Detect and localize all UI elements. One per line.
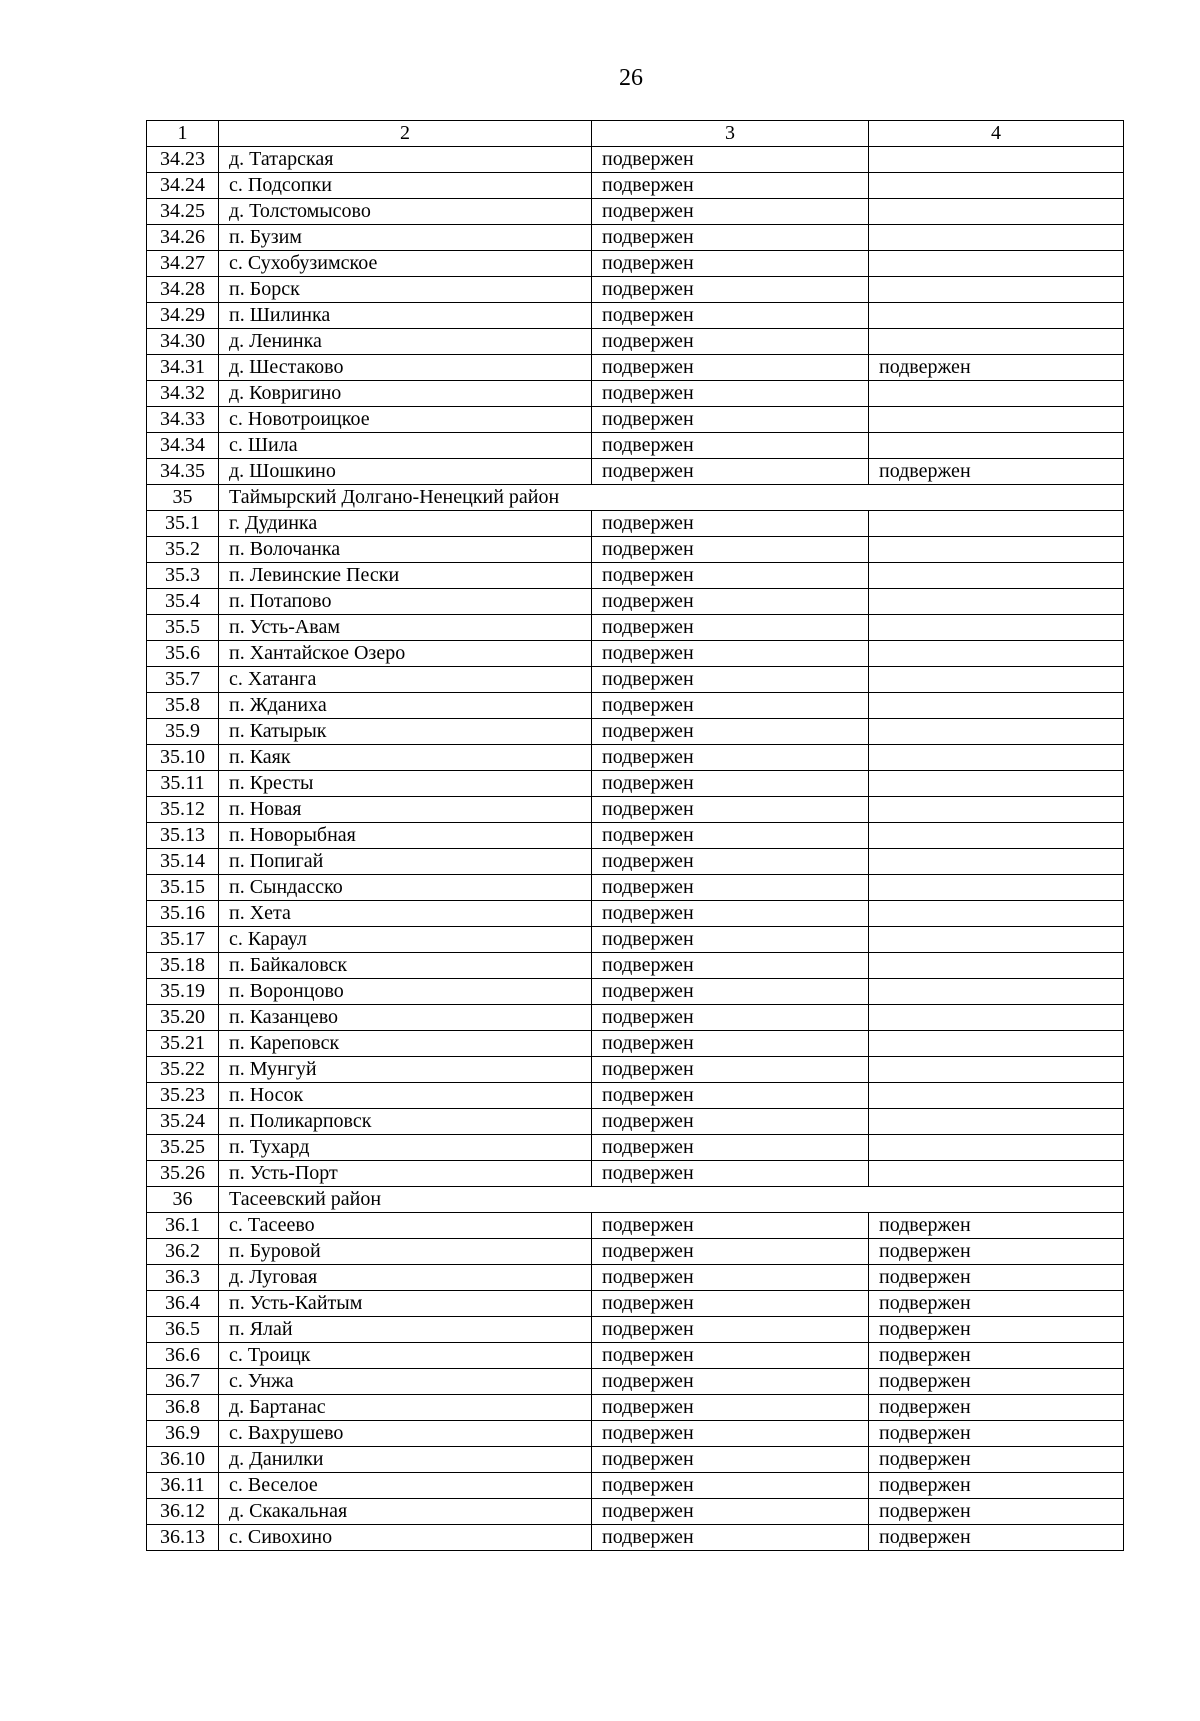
col4-status [869,927,1124,953]
col4-status [869,563,1124,589]
table-row [147,927,1124,953]
table-row [147,1291,1124,1317]
col4-status [869,875,1124,901]
table-row [147,277,1124,303]
col4-status: подвержен [869,1317,1124,1343]
settlement-name: с. Вахрушево [219,1421,592,1447]
col3-status: подвержен [592,459,869,485]
table-row [147,355,1124,381]
settlement-name: п. Кареповск [219,1031,592,1057]
row-number: 34.29 [147,303,219,329]
table-row [147,745,1124,771]
header-cell-4: 4 [869,121,1124,147]
row-number: 36.10 [147,1447,219,1473]
section-title: Таймырский Долгано-Ненецкий район [219,485,1124,511]
row-number: 36.12 [147,1499,219,1525]
table-row [147,1057,1124,1083]
row-number: 36.3 [147,1265,219,1291]
col4-status [869,719,1124,745]
settlement-name: п. Попигай [219,849,592,875]
col4-status: подвержен [869,1265,1124,1291]
settlement-name: п. Ялай [219,1317,592,1343]
col4-status: подвержен [869,355,1124,381]
settlement-name: п. Новая [219,797,592,823]
table-row [147,1447,1124,1473]
col4-status: подвержен [869,1499,1124,1525]
col3-status: подвержен [592,537,869,563]
settlement-name: п. Жданиха [219,693,592,719]
table-row [147,1083,1124,1109]
row-number: 35.17 [147,927,219,953]
row-number: 34.24 [147,173,219,199]
col4-status [869,1005,1124,1031]
col3-status: подвержен [592,1213,869,1239]
table-row [147,459,1124,485]
col3-status: подвержен [592,641,869,667]
col3-status: подвержен [592,563,869,589]
settlement-name: с. Караул [219,927,592,953]
header-cell-2: 2 [219,121,592,147]
col3-status: подвержен [592,693,869,719]
table-row [147,1369,1124,1395]
settlement-name: п. Бузим [219,225,592,251]
col3-status: подвержен [592,901,869,927]
settlement-name: п. Хета [219,901,592,927]
settlement-name: с. Веселое [219,1473,592,1499]
row-number: 35.23 [147,1083,219,1109]
settlement-name: с. Троицк [219,1343,592,1369]
row-number: 34.33 [147,407,219,433]
col4-status [869,433,1124,459]
header-cell-3: 3 [592,121,869,147]
col4-status [869,381,1124,407]
col4-status: подвержен [869,1421,1124,1447]
section-title: Тасеевский район [219,1187,1124,1213]
row-number: 35.14 [147,849,219,875]
col4-status [869,1135,1124,1161]
settlement-name: п. Воронцово [219,979,592,1005]
settlement-name: с. Новотроицкое [219,407,592,433]
row-number: 35.1 [147,511,219,537]
col4-status [869,589,1124,615]
page-number: 26 [619,65,643,91]
table-row [147,1161,1124,1187]
table-row [147,1395,1124,1421]
table-row [147,823,1124,849]
row-number: 35.3 [147,563,219,589]
col4-status [869,1083,1124,1109]
settlement-name: с. Подсопки [219,173,592,199]
col3-status: подвержен [592,1005,869,1031]
settlement-name: с. Тасеево [219,1213,592,1239]
table-row [147,1239,1124,1265]
col3-status: подвержен [592,1161,869,1187]
table-row [147,719,1124,745]
col3-status: подвержен [592,1421,869,1447]
col4-status: подвержен [869,459,1124,485]
col3-status: подвержен [592,225,869,251]
table-row [147,433,1124,459]
settlement-name: д. Шошкино [219,459,592,485]
row-number: 34.28 [147,277,219,303]
col3-status: подвержен [592,719,869,745]
col4-status [869,225,1124,251]
settlement-name: п. Левинские Пески [219,563,592,589]
row-number: 36.11 [147,1473,219,1499]
table-row [147,329,1124,355]
table-row [147,615,1124,641]
col4-status [869,1109,1124,1135]
col3-status: подвержен [592,771,869,797]
row-number: 35.18 [147,953,219,979]
col3-status: подвержен [592,433,869,459]
settlement-name: с. Хатанга [219,667,592,693]
row-number: 34.31 [147,355,219,381]
row-number: 36.8 [147,1395,219,1421]
row-number: 36.2 [147,1239,219,1265]
col4-status [869,979,1124,1005]
row-number: 35.15 [147,875,219,901]
col4-status [869,953,1124,979]
col3-status: подвержен [592,1395,869,1421]
col3-status: подвержен [592,199,869,225]
settlement-name: п. Новорыбная [219,823,592,849]
col4-status [869,1057,1124,1083]
col3-status: подвержен [592,927,869,953]
section-number: 36 [147,1187,219,1213]
col3-status: подвержен [592,1447,869,1473]
col3-status: подвержен [592,1317,869,1343]
table-row [147,1343,1124,1369]
row-number: 34.35 [147,459,219,485]
col4-status: подвержен [869,1369,1124,1395]
col4-status: подвержен [869,1395,1124,1421]
table-row [147,641,1124,667]
col4-status [869,823,1124,849]
row-number: 35.22 [147,1057,219,1083]
col3-status: подвержен [592,381,869,407]
settlement-name: д. Татарская [219,147,592,173]
col4-status [869,641,1124,667]
col3-status: подвержен [592,251,869,277]
settlement-name: с. Шила [219,433,592,459]
col3-status: подвержен [592,147,869,173]
settlement-name: д. Данилки [219,1447,592,1473]
row-number: 35.21 [147,1031,219,1057]
col3-status: подвержен [592,589,869,615]
settlement-name: с. Сивохино [219,1525,592,1551]
col3-status: подвержен [592,979,869,1005]
row-number: 35.5 [147,615,219,641]
table-row [147,1031,1124,1057]
settlement-name: п. Волочанка [219,537,592,563]
col3-status: подвержен [592,1499,869,1525]
col3-status: подвержен [592,1135,869,1161]
table-header-row [147,121,1124,147]
col4-status [869,693,1124,719]
settlement-name: п. Поликарповск [219,1109,592,1135]
table-row [147,407,1124,433]
settlement-name: п. Каяк [219,745,592,771]
settlement-name: д. Толстомысово [219,199,592,225]
col3-status: подвержен [592,1031,869,1057]
col4-status [869,407,1124,433]
col3-status: подвержен [592,1525,869,1551]
col4-status [869,1161,1124,1187]
row-number: 35.7 [147,667,219,693]
col4-status [869,901,1124,927]
settlement-name: п. Борск [219,277,592,303]
col4-status [869,277,1124,303]
col3-status: подвержен [592,1265,869,1291]
table-row [147,537,1124,563]
settlement-name: п. Усть-Порт [219,1161,592,1187]
table-row [147,1525,1124,1551]
row-number: 35.20 [147,1005,219,1031]
row-number: 34.25 [147,199,219,225]
table-row [147,1499,1124,1525]
table-row [147,1135,1124,1161]
table-row [147,1473,1124,1499]
section-row [147,1187,1124,1213]
row-number: 35.26 [147,1161,219,1187]
col4-status: подвержен [869,1239,1124,1265]
row-number: 35.24 [147,1109,219,1135]
col4-status: подвержен [869,1291,1124,1317]
settlement-name: п. Усть-Авам [219,615,592,641]
row-number: 36.1 [147,1213,219,1239]
row-number: 35.4 [147,589,219,615]
table-row [147,225,1124,251]
row-number: 36.9 [147,1421,219,1447]
row-number: 34.30 [147,329,219,355]
table-row [147,875,1124,901]
row-number: 35.8 [147,693,219,719]
col4-status: подвержен [869,1213,1124,1239]
settlement-name: п. Кресты [219,771,592,797]
col4-status: подвержен [869,1343,1124,1369]
col4-status [869,147,1124,173]
col3-status: подвержен [592,1109,869,1135]
row-number: 34.34 [147,433,219,459]
settlement-name: п. Сындасско [219,875,592,901]
settlement-name: п. Буровой [219,1239,592,1265]
table-row [147,589,1124,615]
settlement-name: д. Ленинка [219,329,592,355]
data-table [146,120,1124,1551]
col3-status: подвержен [592,173,869,199]
row-number: 36.13 [147,1525,219,1551]
col3-status: подвержен [592,1473,869,1499]
section-row [147,485,1124,511]
settlement-name: д. Бартанас [219,1395,592,1421]
row-number: 34.26 [147,225,219,251]
col3-status: подвержен [592,1343,869,1369]
settlement-name: д. Скакальная [219,1499,592,1525]
col3-status: подвержен [592,1239,869,1265]
settlement-name: д. Луговая [219,1265,592,1291]
col3-status: подвержен [592,1291,869,1317]
settlement-name: п. Байкаловск [219,953,592,979]
col3-status: подвержен [592,407,869,433]
settlement-name: с. Сухобузимское [219,251,592,277]
col4-status [869,199,1124,225]
table-row [147,173,1124,199]
settlement-name: п. Хантайское Озеро [219,641,592,667]
col4-status [869,329,1124,355]
row-number: 35.16 [147,901,219,927]
col4-status [869,745,1124,771]
col4-status [869,797,1124,823]
col3-status: подвержен [592,303,869,329]
table-row [147,1421,1124,1447]
col3-status: подвержен [592,355,869,381]
col4-status [869,615,1124,641]
table-row [147,667,1124,693]
table-row [147,979,1124,1005]
table-row [147,953,1124,979]
col3-status: подвержен [592,615,869,641]
row-number: 35.13 [147,823,219,849]
table-row [147,199,1124,225]
col3-status: подвержен [592,745,869,771]
row-number: 36.7 [147,1369,219,1395]
col4-status: подвержен [869,1525,1124,1551]
col4-status: подвержен [869,1473,1124,1499]
col4-status [869,849,1124,875]
table-row [147,1213,1124,1239]
row-number: 35.2 [147,537,219,563]
header-cell-1: 1 [147,121,219,147]
table-body [147,121,1124,1551]
col3-status: подвержен [592,875,869,901]
table-row [147,251,1124,277]
col3-status: подвержен [592,329,869,355]
col3-status: подвержен [592,1369,869,1395]
settlement-name: п. Катырык [219,719,592,745]
table-row [147,303,1124,329]
settlement-name: п. Тухард [219,1135,592,1161]
settlement-name: п. Мунгуй [219,1057,592,1083]
row-number: 35.25 [147,1135,219,1161]
row-number: 36.6 [147,1343,219,1369]
row-number: 34.32 [147,381,219,407]
settlement-name: д. Шестаково [219,355,592,381]
col4-status: подвержен [869,1447,1124,1473]
table-row [147,1109,1124,1135]
row-number: 35.10 [147,745,219,771]
col3-status: подвержен [592,1083,869,1109]
col4-status [869,303,1124,329]
col3-status: подвержен [592,667,869,693]
table-row [147,849,1124,875]
row-number: 34.27 [147,251,219,277]
row-number: 35.19 [147,979,219,1005]
settlement-name: п. Потапово [219,589,592,615]
table-row [147,693,1124,719]
col3-status: подвержен [592,823,869,849]
col4-status [869,537,1124,563]
col3-status: подвержен [592,277,869,303]
table-row [147,563,1124,589]
settlement-name: п. Шилинка [219,303,592,329]
section-number: 35 [147,485,219,511]
col3-status: подвержен [592,849,869,875]
table-row [147,1317,1124,1343]
col3-status: подвержен [592,953,869,979]
table-row [147,901,1124,927]
table-row [147,381,1124,407]
col4-status [869,771,1124,797]
settlement-name: с. Унжа [219,1369,592,1395]
col4-status [869,511,1124,537]
table-row [147,147,1124,173]
row-number: 36.5 [147,1317,219,1343]
table-row [147,1265,1124,1291]
settlement-name: п. Носок [219,1083,592,1109]
row-number: 34.23 [147,147,219,173]
row-number: 35.6 [147,641,219,667]
col3-status: подвержен [592,511,869,537]
col4-status [869,1031,1124,1057]
row-number: 36.4 [147,1291,219,1317]
table-row [147,511,1124,537]
col4-status [869,667,1124,693]
table-row [147,1005,1124,1031]
col4-status [869,251,1124,277]
settlement-name: г. Дудинка [219,511,592,537]
table-row [147,797,1124,823]
settlement-name: п. Усть-Кайтым [219,1291,592,1317]
table-row [147,771,1124,797]
row-number: 35.11 [147,771,219,797]
col3-status: подвержен [592,1057,869,1083]
col4-status [869,173,1124,199]
col3-status: подвержен [592,797,869,823]
settlement-name: п. Казанцево [219,1005,592,1031]
row-number: 35.9 [147,719,219,745]
row-number: 35.12 [147,797,219,823]
settlement-name: д. Ковригино [219,381,592,407]
